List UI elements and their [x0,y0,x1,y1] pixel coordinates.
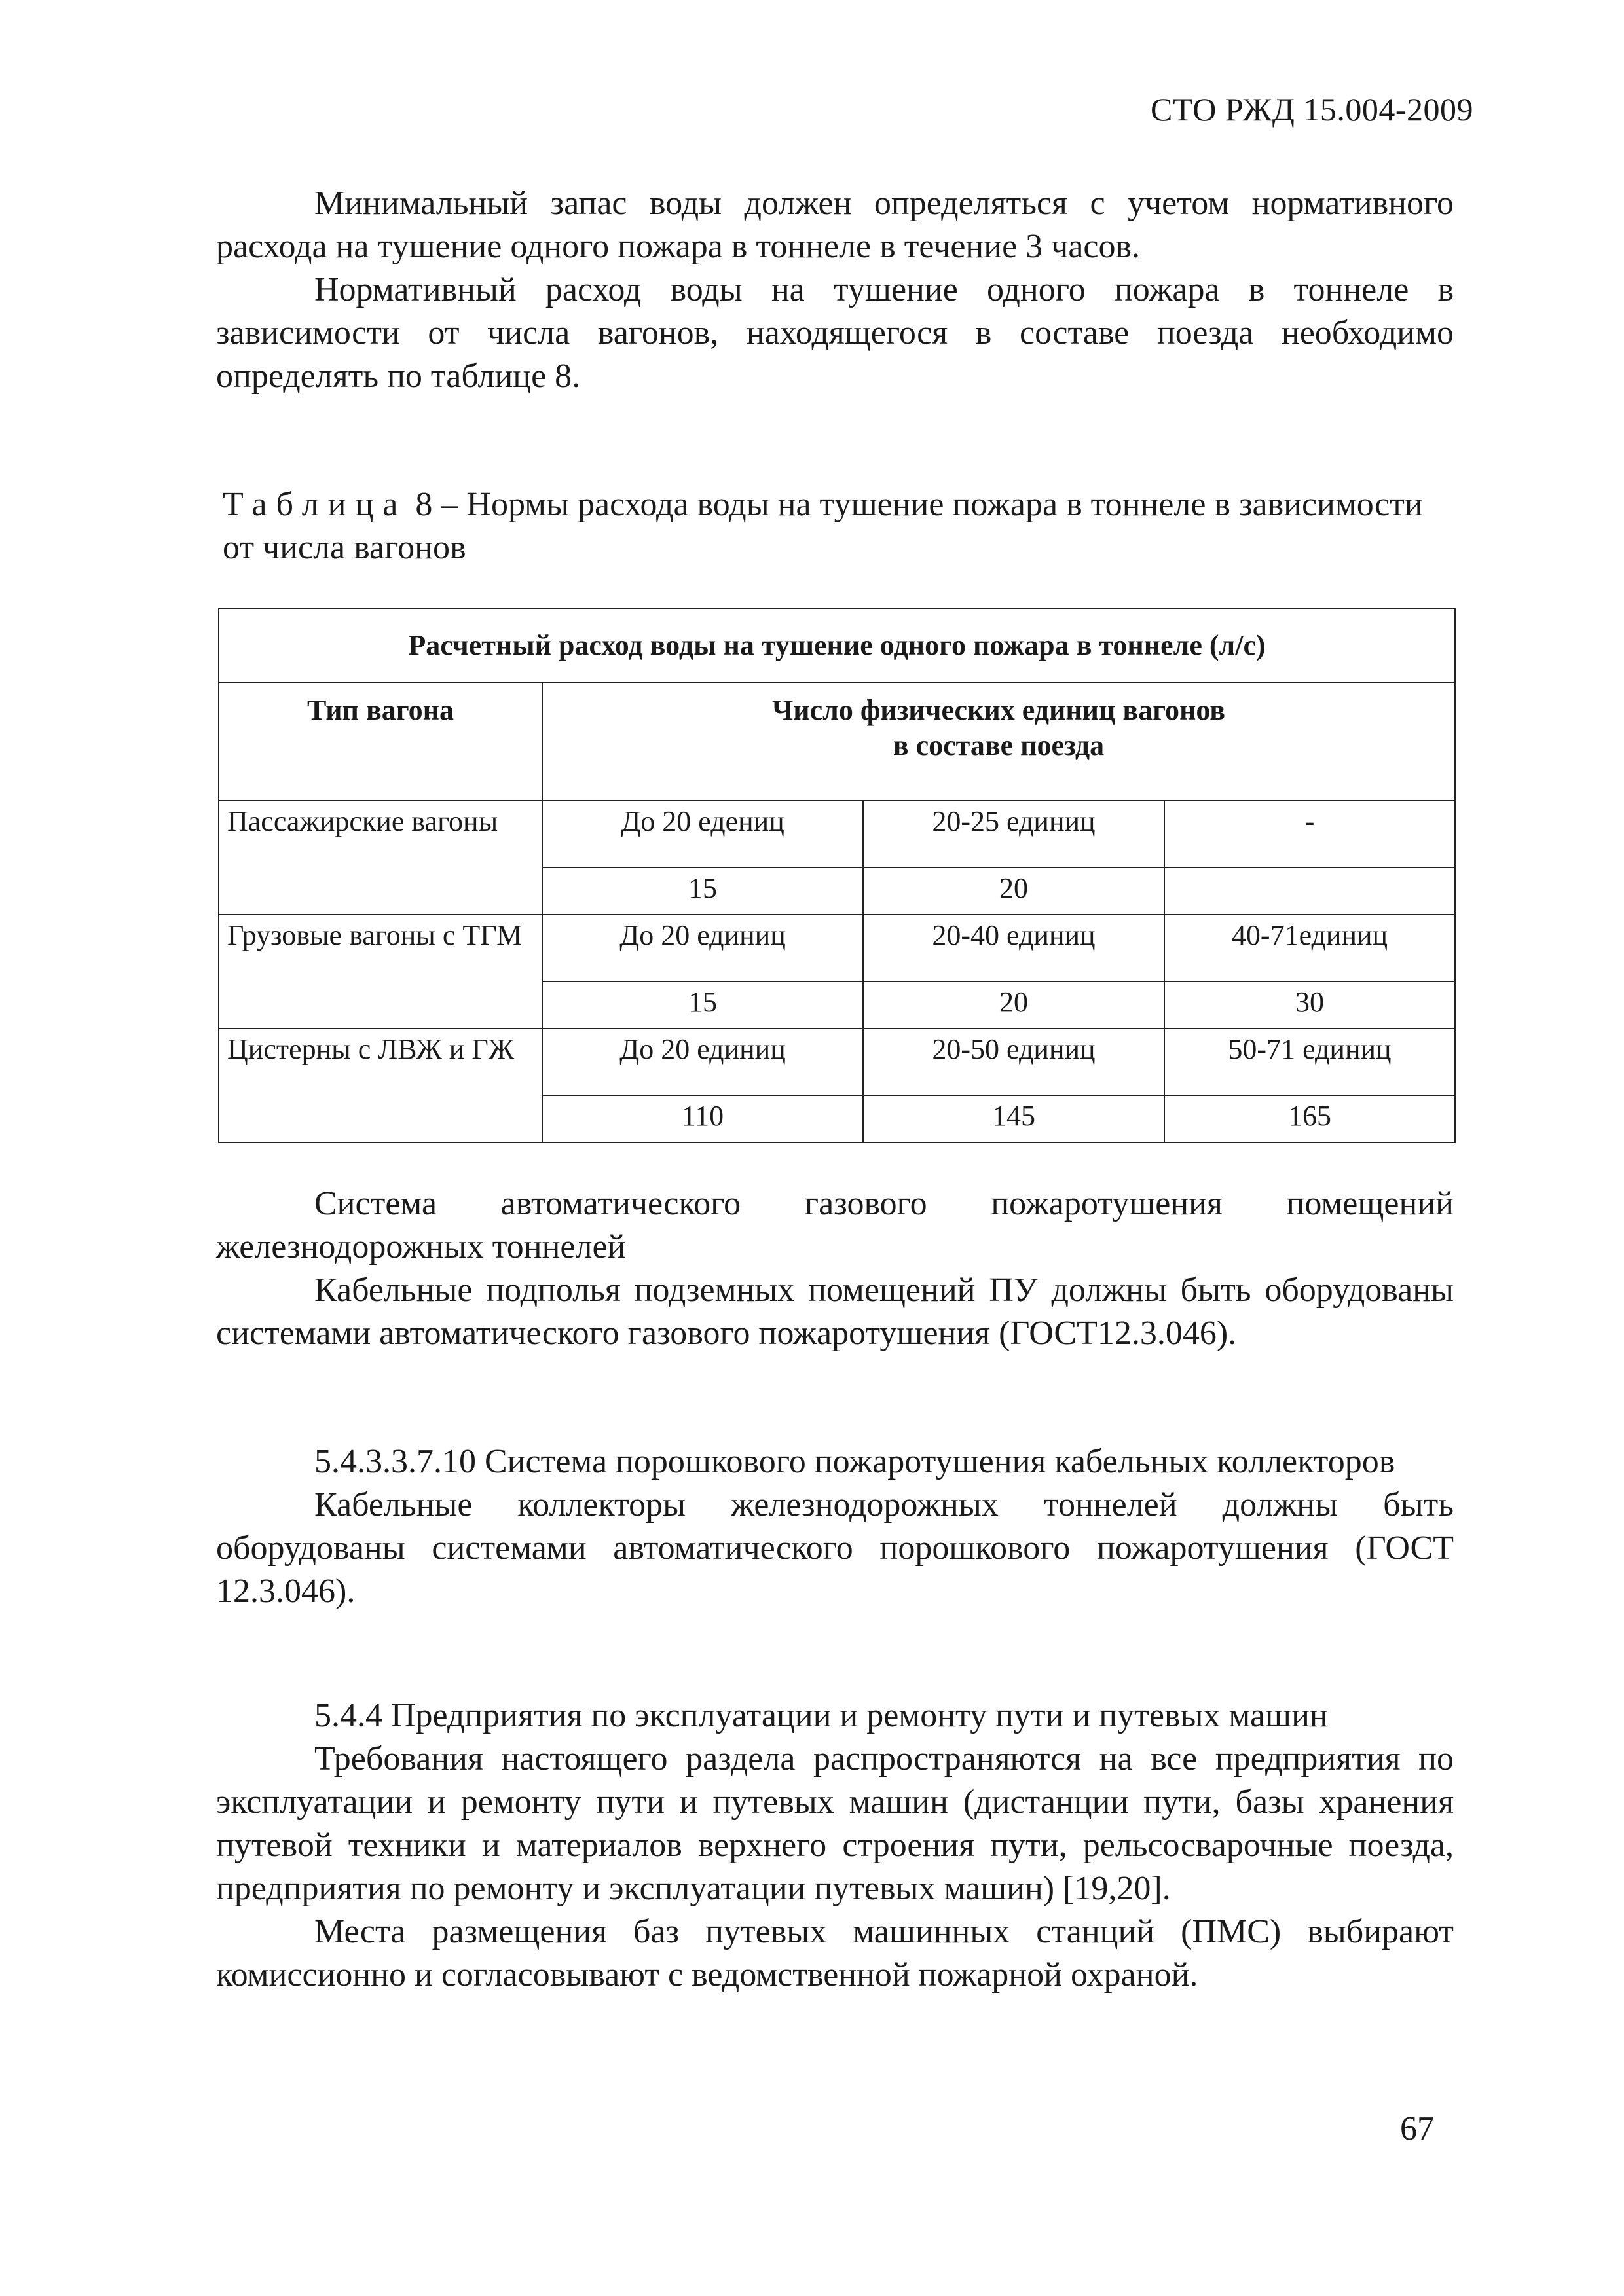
section-paragraph: Места размещения баз путевых машинных станций (ПМС) выбирают комиссионно и согласовывают с ведомственной пожарной охраной. [216,1913,1454,1994]
column-header-count-line-1: Число физических единиц вагонов [771,694,1226,726]
table-title-cell: Расчетный расход воды на тушение одного пожара в тоннеле (л/с) [219,608,1455,683]
table-row [219,1029,1455,1095]
value-cell: 15 [542,981,863,1029]
section-paragraph: Кабельные подполья подземных помещений ПУ должны быть оборудованы системами автоматического газового пожаротушения (ГОСТ12.3.046). [216,1271,1454,1352]
range-cell: До 20 едениц [542,801,863,867]
section-heading: 5.4.4 Предприятия по эксплуатации и ремонту пути и путевых машин [314,1697,1328,1734]
table-title-row [219,608,1455,683]
range-cell: 20-40 единиц [863,915,1164,981]
column-header-count [542,683,1455,801]
value-cell: 145 [863,1095,1164,1142]
table-caption [223,483,1454,570]
section-paragraph: Требования настоящего раздела распространяются на все предприятия по эксплуатации и ремонту пути и путевых машин (дистанции пути, базы хранения путевой техники и материалов верхнего строения пути, рельсосварочные поезда, предприятия по ремонту и эксплуатации путевых машин) [19,20]. [216,1740,1454,1907]
document-code: СТО РЖД 15.004-2009 [1151,91,1473,128]
range-cell: - [1164,801,1455,867]
section-paragraph: Кабельные коллекторы железнодорожных тоннелей должны быть оборудованы системами автоматического порошкового пожаротушения (ГОСТ 12.3.046). [216,1486,1454,1610]
table-row [219,915,1455,981]
range-cell: 20-50 единиц [863,1029,1164,1095]
range-cell: 20-25 единиц [863,801,1164,867]
value-cell: 110 [542,1095,863,1142]
range-cell: До 20 единиц [542,1029,863,1095]
value-cell: 165 [1164,1095,1455,1142]
wagon-type-cell: Цистерны с ЛВЖ и ГЖ [219,1029,542,1142]
intro-paragraph-1: Минимальный запас воды должен определяться с учетом нормативного расхода на тушение одного пожара в тоннеле в течение 3 часов. [216,185,1454,265]
intro-paragraph-2: Нормативный расход воды на тушение одного пожара в тоннеле в зависимости от числа вагонов, находящегося в составе поезда необходимо определять по таблице 8. [216,271,1454,395]
value-cell [1164,867,1455,915]
table-caption-title: 8 – Нормы расхода воды на тушение пожара в тоннеле в зависимости от числа вагонов [223,486,1423,566]
section-heading: 5.4.3.3.7.10 Система порошкового пожаротушения кабельных коллекторов [314,1443,1395,1480]
range-cell: До 20 единиц [542,915,863,981]
wagon-type-cell: Грузовые вагоны с ТГМ [219,915,542,1029]
value-cell: 20 [863,867,1164,915]
table-caption-label: Таблица [223,486,407,523]
value-cell: 30 [1164,981,1455,1029]
column-header-type: Тип вагона [219,683,542,801]
table-header-row [219,683,1455,801]
range-cell: 50-71 единиц [1164,1029,1455,1095]
column-header-count-line-2: в составе поезда [893,729,1105,761]
value-cell: 20 [863,981,1164,1029]
page-number: 67 [1400,2110,1434,2147]
gas-extinguishing-section [216,1182,1454,1355]
wagon-type-cell: Пассажирские вагоны [219,801,542,915]
table-row [219,801,1455,867]
intro-section [216,182,1454,398]
range-cell: 40-71единиц [1164,915,1455,981]
water-norms-table [218,608,1456,1143]
track-enterprises-section [216,1694,1454,1997]
section-heading: Система автоматического газового пожаротушения помещений железнодорожных тоннелей [216,1185,1454,1266]
value-cell: 15 [542,867,863,915]
powder-extinguishing-section [216,1440,1454,1613]
